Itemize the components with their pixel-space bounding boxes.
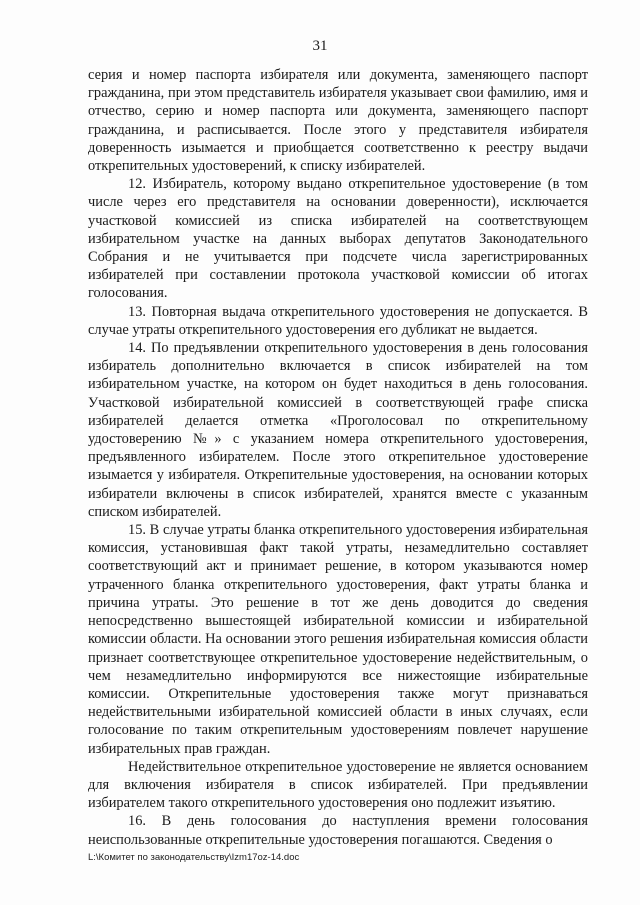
paragraph-item-12: 12. Избиратель, которому выдано открепительное удостоверение (в том числе через его представителя на основании доверенности), исключается участковой комиссией из списка избирателей на соответствующем избирательном участке на данных выборах депутатов Законодательного Собрания и не учитывается при подсчете числа зарегистрированных избирателей при составлении протокола участковой комиссии об итогах голосования.: [88, 176, 588, 302]
paragraph-continuation: серия и номер паспорта избирателя или документа, заменяющего паспорт гражданина, при этом представитель избирателя указывает свои фамилию, имя и отчество, серию и номер паспорта или документа, заменяющего паспорт гражданина, и расписывается. После этого у представителя избирателя доверенность изымается и приобщается соответственно к реестру выдачи открепительных удостоверений, к списку избирателей.: [88, 67, 588, 175]
paragraph-item-15: 15. В случае утраты бланка открепительного удостоверения избирательная комиссия, установившая факт такой утраты, незамедлительно составляет соответствующий акт и принимает решение, в котором указываются номер утраченного бланка открепительного удостоверения, факт утраты бланка и причина утраты. Это решение в тот же день доводится до сведения непосредственно вышестоящей избирательной комиссии и избирательной комиссии области. На основании этого решения избирательная комиссия области признает соответствующее открепительное удостоверение недействительным, о чем незамедлительно информируются все нижестоящие избирательные комиссии. Открепительные удостоверения также могут признаваться недействительными избирательной комиссией области в иных случаях, если голосование по таким открепительным удостоверениям повлечет нарушение избирательных прав граждан.: [88, 522, 588, 757]
footer-file-path: L:\Комитет по законодательству\Izm17oz-14.doc: [88, 852, 300, 863]
page-number: 31: [312, 38, 328, 54]
paragraph-item-13: 13. Повторная выдача открепительного удостоверения не допускается. В случае утраты открепительного удостоверения его дубликат не выдается.: [88, 303, 588, 338]
document-body: [88, 66, 588, 849]
paragraph-item-14: 14. По предъявлении открепительного удостоверения в день голосования избиратель дополнительно включается в список избирателей на том избирательном участке, на котором он будет находиться в день голосования. Участковой избирательной комиссией в соответствующей графе списка избирателей делается отметка «Проголосовал по открепительному удостоверению №» с указанием номера открепительного удостоверения, предъявленного избирателем. После этого открепительное удостоверение изымается у избирателя. Открепительные удостоверения, на основании которых избиратели включены в список избирателей, хранятся вместе с указанным списком избирателей.: [88, 340, 588, 520]
paragraph-item-16: 16. В день голосования до наступления времени голосования неиспользованные открепительные удостоверения погашаются. Сведения о: [88, 813, 588, 848]
paragraph-item-15-note: Недействительное открепительное удостоверение не является основанием для включения избирателя в список избирателей. При предъявлении избирателем такого открепительного удостоверения оно подлежит изъятию.: [88, 758, 588, 812]
